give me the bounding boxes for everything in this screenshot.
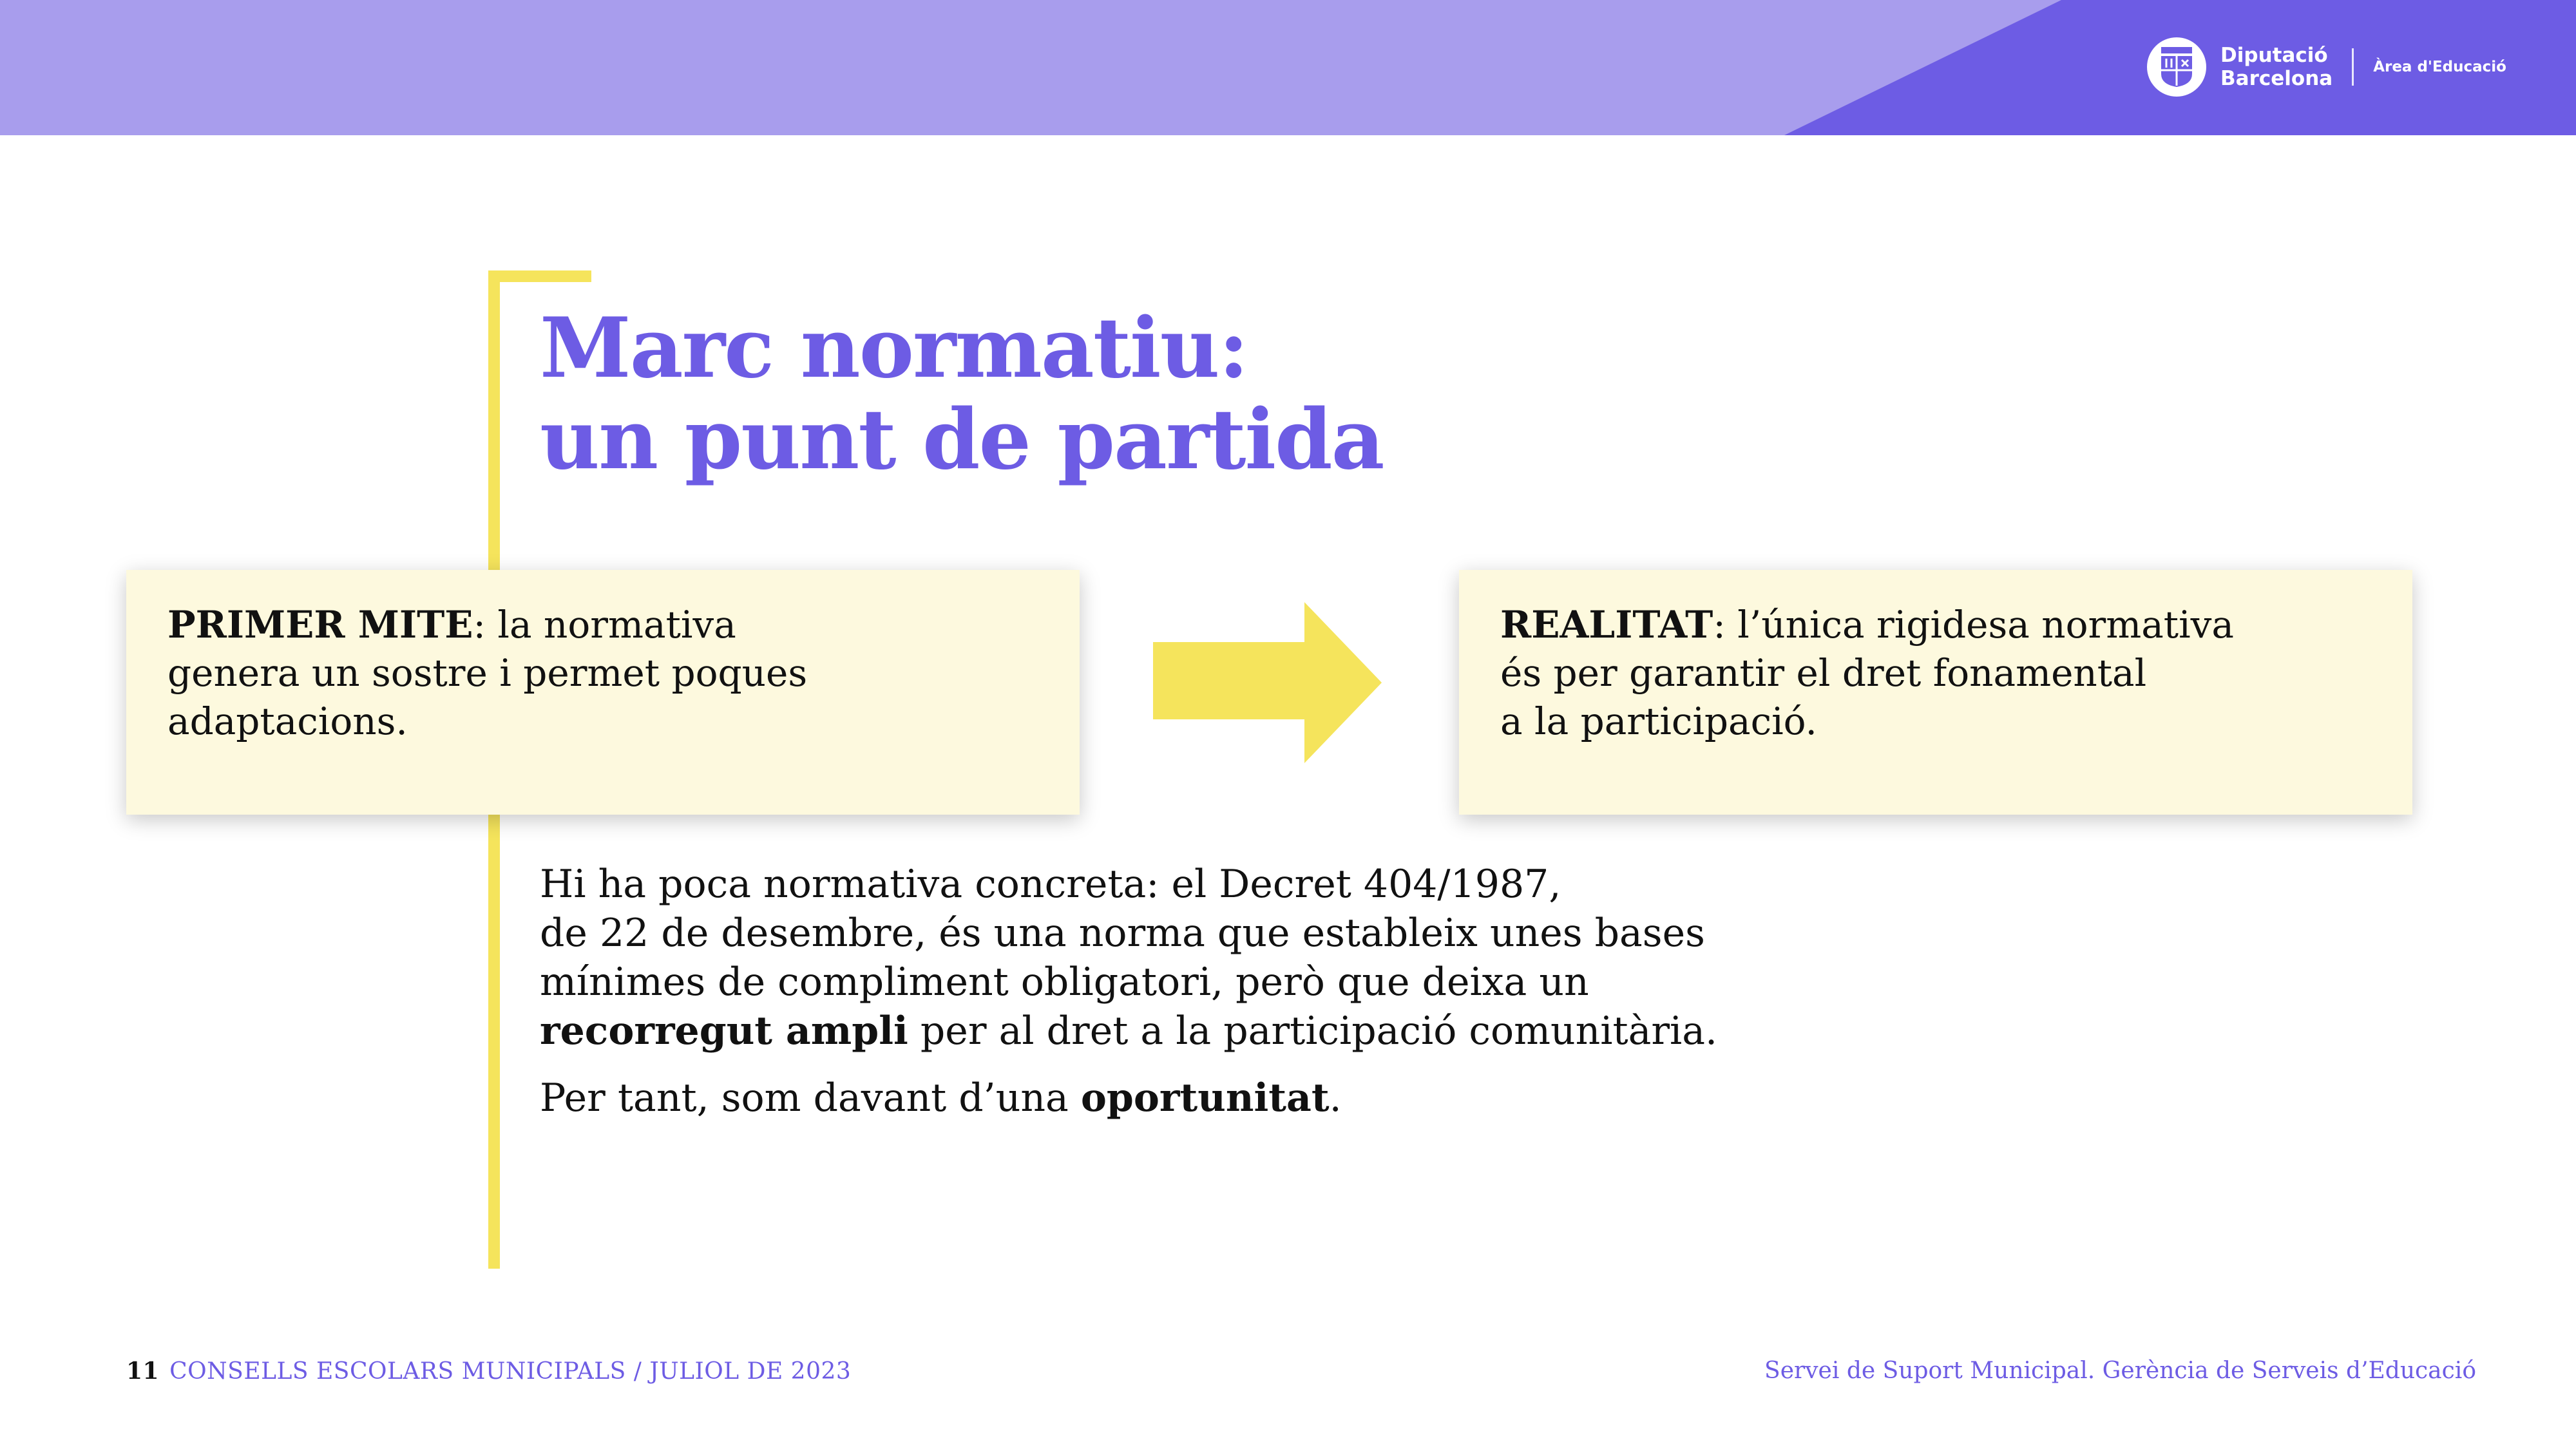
- right-arrow-icon: [1153, 602, 1385, 763]
- body-emphasis-ampli: recorregut ampli: [540, 1009, 908, 1054]
- body-p2-line: [540, 1074, 1957, 1122]
- logo-divider: [2352, 48, 2354, 86]
- body-p1-line-1: Hi ha poca normativa concreta: el Decret 404/1987,: [540, 862, 1561, 907]
- area-label: Àrea d'Educació: [2373, 59, 2506, 75]
- reality-line-2: és per garantir el dret fonamental: [1500, 651, 2147, 695]
- footer-left: [126, 1358, 851, 1385]
- myth-line-2: genera un sostre i permet poques: [167, 651, 808, 695]
- bracket-top: [488, 270, 591, 282]
- bracket-upper-line: [488, 270, 500, 573]
- body-p2-start: Per tant, som davant d’una: [540, 1075, 1081, 1121]
- reality-line-3: a la participació.: [1500, 699, 1817, 743]
- body-paragraph-2: [540, 1074, 1957, 1122]
- reality-line-1-text: : l’única rigidesa normativa: [1713, 603, 2234, 647]
- body-p1-line-4-text: per al dret a la participació comunitària.: [908, 1009, 1718, 1054]
- body-emphasis-oportunitat: oportunitat: [1080, 1075, 1330, 1121]
- logo-name: [2220, 44, 2333, 90]
- body-p1-line-4: [540, 1007, 1957, 1056]
- myth-line-1-text: : la normativa: [473, 603, 736, 647]
- body-p2-end: .: [1329, 1075, 1342, 1121]
- bracket-lower-line: [488, 811, 500, 1269]
- body-p1-line-3: mínimes de compliment obligatori, però que deixa un: [540, 960, 1589, 1005]
- diputacio-logo: [2147, 33, 2506, 100]
- header-bar: [0, 0, 2576, 135]
- page-title: [540, 300, 1384, 488]
- logo-line-2: Barcelona: [2220, 67, 2333, 90]
- reality-line-1: [1500, 601, 2371, 649]
- myth-label: PRIMER MITE: [167, 603, 473, 647]
- logo-line-1: Diputació: [2220, 44, 2328, 67]
- myth-line-1: [167, 601, 1038, 649]
- footer-right: Servei de Suport Municipal. Gerència de Serveis d’Educació: [1764, 1358, 2476, 1384]
- reality-label: REALITAT: [1500, 603, 1713, 647]
- body-paragraph-1: [540, 860, 1957, 1056]
- title-line-2: un punt de partida: [540, 392, 1384, 488]
- page-number: 11: [126, 1358, 160, 1385]
- myth-card: [126, 570, 1080, 815]
- body-text: [540, 860, 1957, 1122]
- footer-publication: CONSELLS ESCOLARS MUNICIPALS / JULIOL DE 2023: [169, 1358, 852, 1385]
- myth-line-3: adaptacions.: [167, 699, 408, 743]
- coat-of-arms-icon: [2147, 37, 2206, 97]
- body-p1-line-2: de 22 de desembre, és una norma que estableix unes bases: [540, 911, 1705, 956]
- reality-card: [1459, 570, 2412, 815]
- title-line-1: Marc normatiu:: [540, 300, 1248, 397]
